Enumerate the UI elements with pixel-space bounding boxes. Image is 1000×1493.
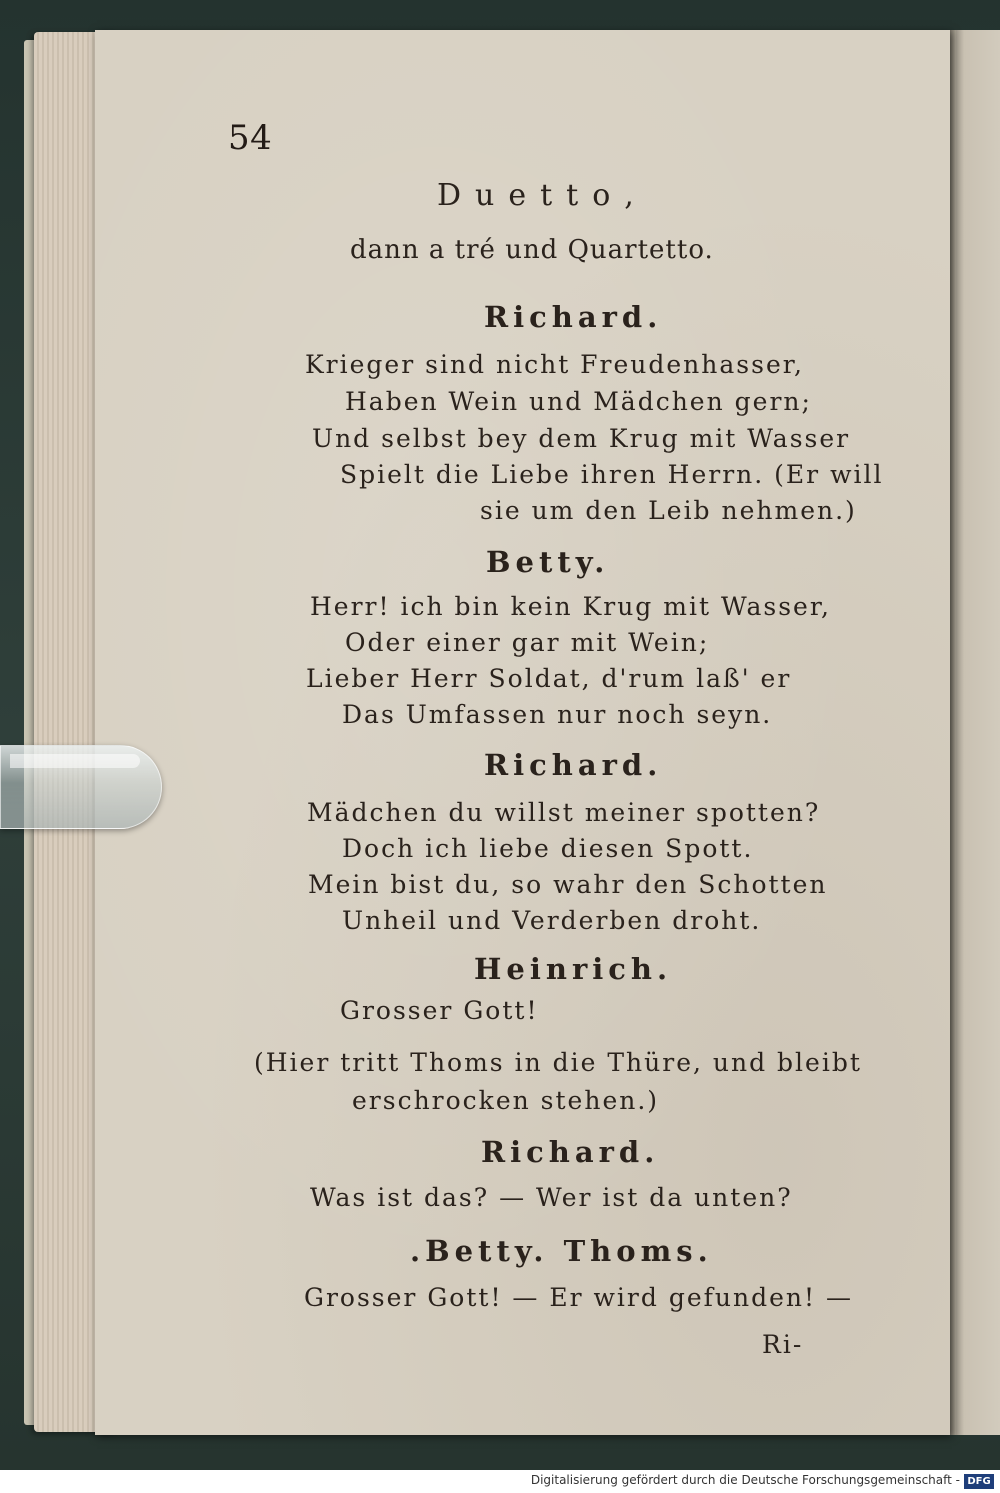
adjacent-page [952,30,1000,1435]
page-title: Duetto, [437,178,648,213]
verse-line: Grosser Gott! [340,996,539,1025]
speaker-heinrich: Heinrich. [474,952,673,986]
dfg-logo: DFG [964,1474,994,1489]
verse-line: Lieber Herr Soldat, d'rum laß' er [306,664,792,693]
stage-direction: (Hier tritt Thoms in die Thüre, und bleibt [254,1048,862,1077]
catchword: Ri- [762,1330,804,1359]
speaker-betty: Betty. [486,545,610,579]
verse-line: Grosser Gott! — Er wird gefunden! — [304,1283,853,1312]
verse-line: Und selbst bey dem Krug mit Wasser [312,424,851,453]
verse-line: Krieger sind nicht Freudenhasser, [305,350,804,379]
verse-line: sie um den Leib nehmen.) [480,496,857,525]
page-number: 54 [228,118,273,158]
speaker-richard: Richard. [484,748,663,782]
verse-line: Mein bist du, so wahr den Schotten [308,870,828,899]
verse-line: Herr! ich bin kein Krug mit Wasser, [310,592,831,621]
verse-line: Doch ich liebe diesen Spott. [342,834,754,863]
footer-credit: Digitalisierung gefördert durch die Deutsche Forschungsgemeinschaft - [530,1473,960,1487]
verse-line: Haben Wein und Mädchen gern; [345,387,812,416]
footer-bar [0,1470,1000,1493]
verse-line: Oder einer gar mit Wein; [345,628,710,657]
verse-line: Spielt die Liebe ihren Herrn. (Er will [340,460,884,489]
speaker-richard: Richard. [481,1135,660,1169]
verse-line: Unheil und Verderben droht. [342,906,762,935]
verse-line: Das Umfassen nur noch seyn. [342,700,773,729]
speaker-richard: Richard. [484,300,663,334]
speaker-betty-thoms: .Betty. Thoms. [410,1234,713,1268]
page-subtitle: dann a tré und Quartetto. [350,235,714,265]
verse-line: Mädchen du willst meiner spotten? [307,798,821,827]
page-holder-shine [10,754,140,768]
verse-line: Was ist das? — Wer ist da unten? [310,1183,793,1212]
stage-direction: erschrocken stehen.) [352,1086,660,1115]
